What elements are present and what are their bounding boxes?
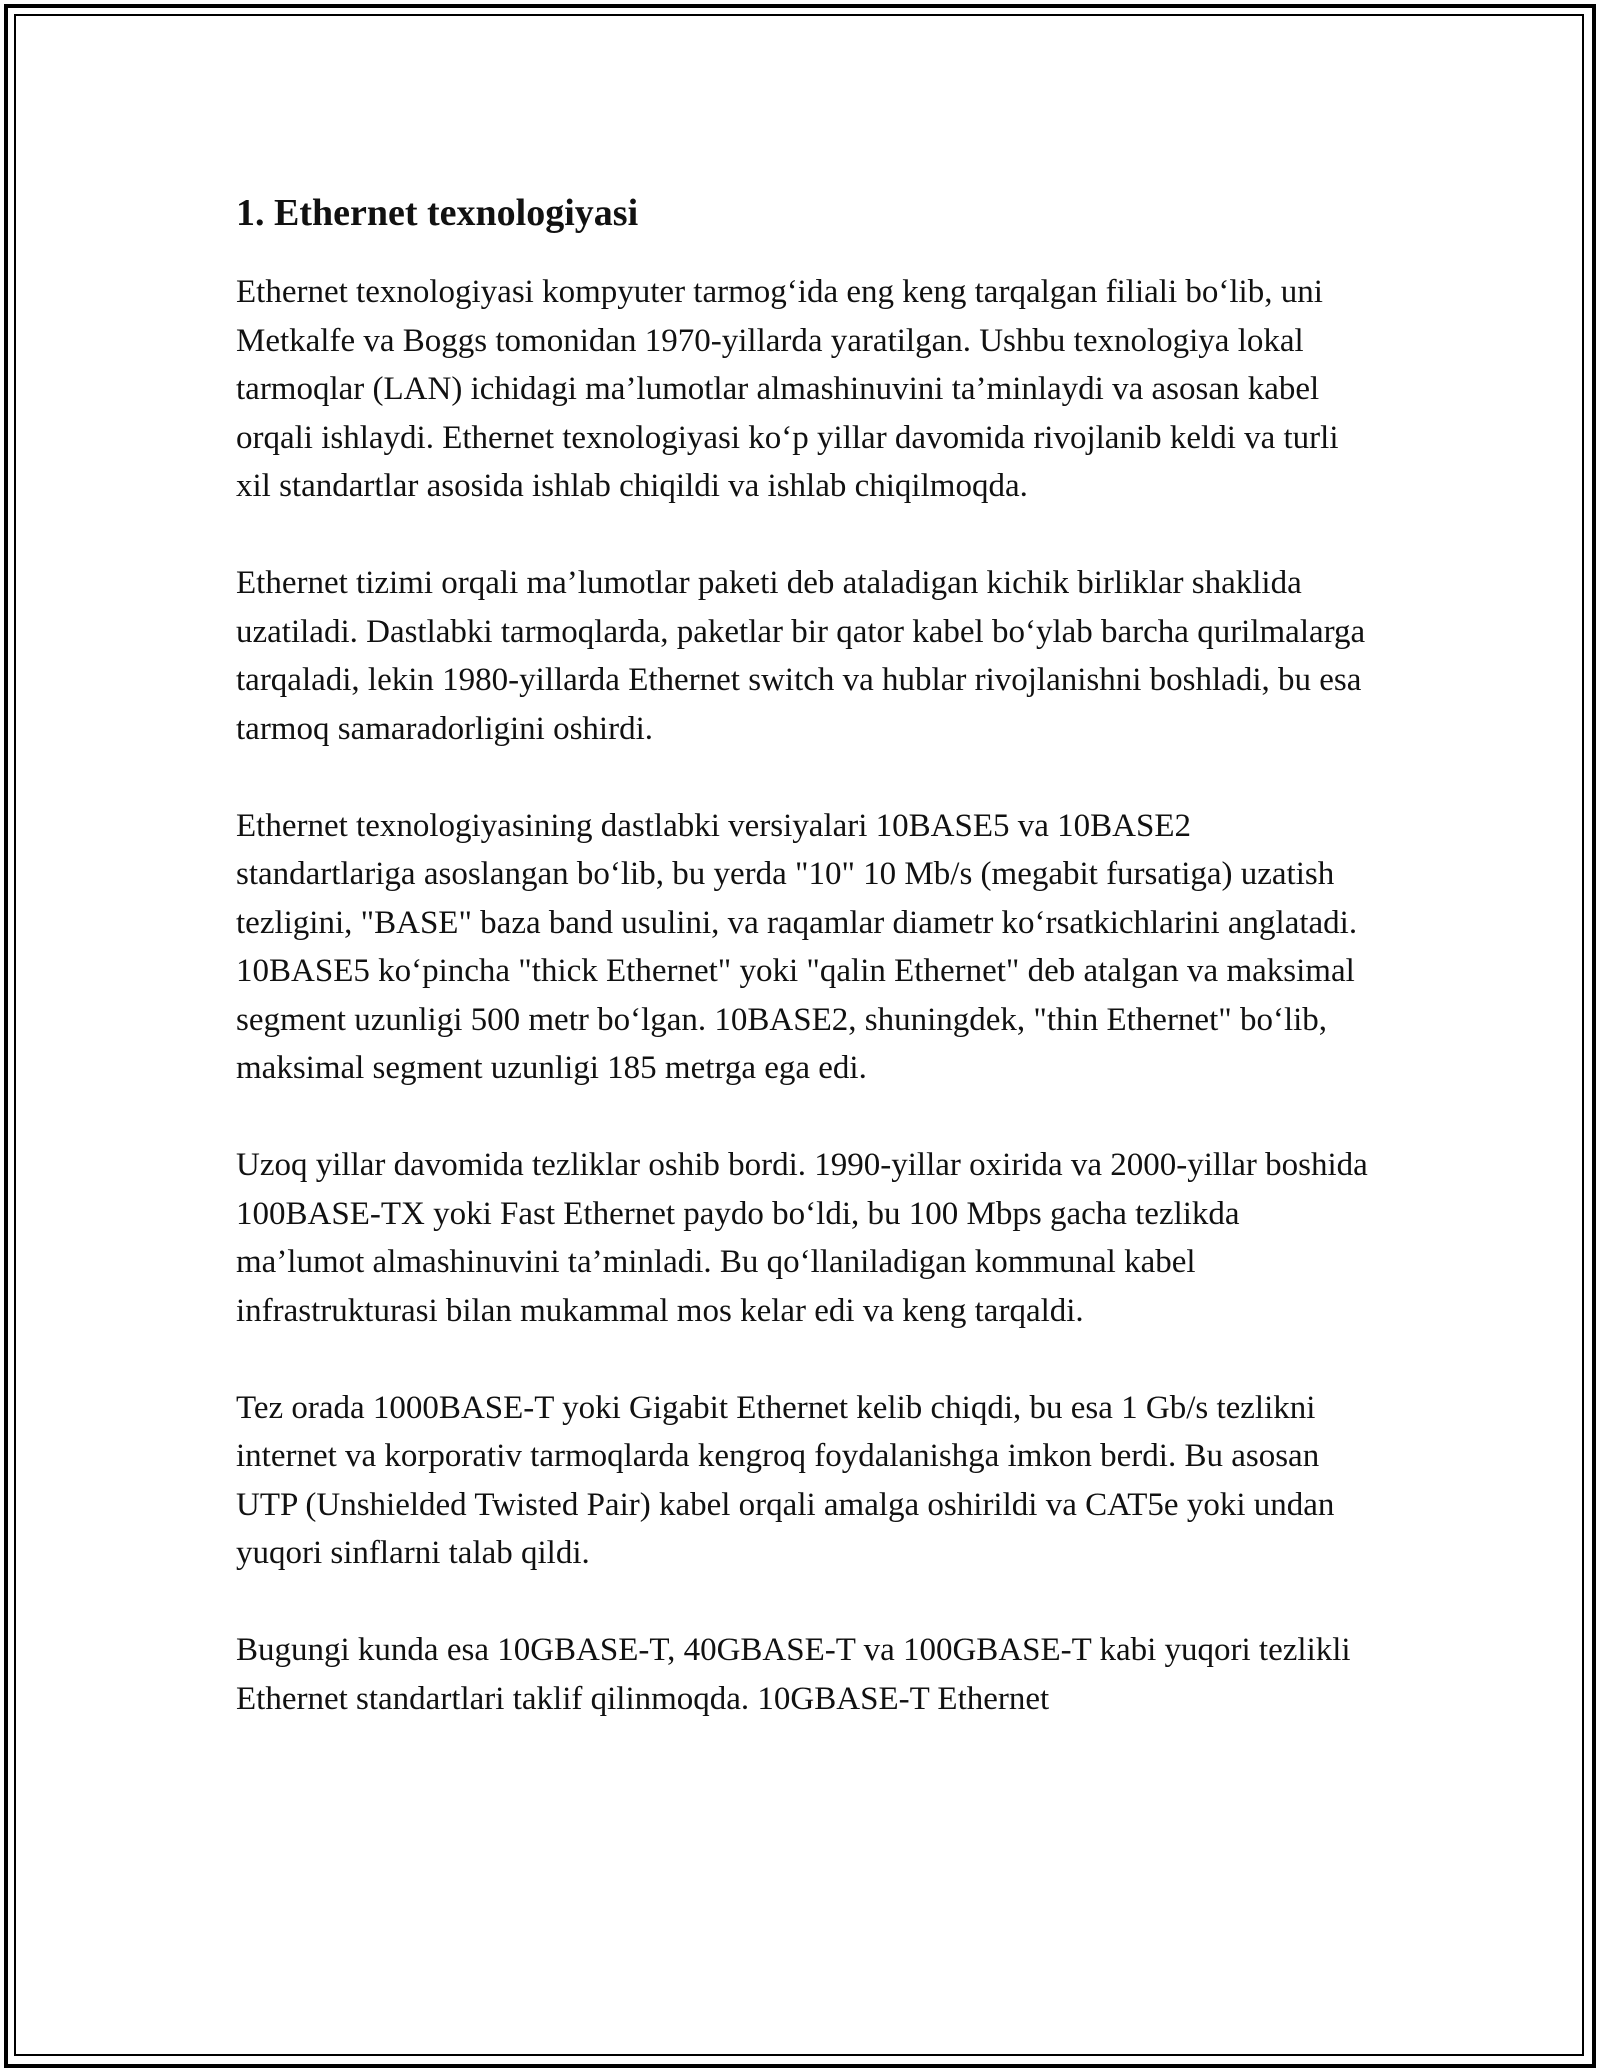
paragraph-1: Ethernet texnologiyasi kompyuter tarmog‘ida eng keng tarqalgan filiali bo‘lib, uni Metkalfe va Boggs tomonidan 1970-yillarda yaratilgan. Ushbu texnologiya lokal tarmoqlar (LAN) ichidagi ma’lumotlar almashinuvini ta’minlaydi va asosan kabel orqali ishlaydi. Ethernet texnologiyasi ko‘p yillar davomida rivojlanib keldi va turli xil standartlar asosida ishlab chiqildi va ishlab chiqilmoqda. — [236, 274, 1339, 504]
document-body — [236, 190, 1376, 1723]
paragraph-6: Bugungi kunda esa 10GBASE-T, 40GBASE-T va 100GBASE-T kabi yuqori tezlikli Ethernet standartlari taklif qilinmoqda. 10GBASE-T Ethernet — [236, 1632, 1351, 1717]
section-heading: 1. Ethernet texnologiyasi — [236, 192, 639, 234]
paragraph-2: Ethernet tizimi orqali ma’lumotlar paketi deb ataladigan kichik birliklar shaklida uzatiladi. Dastlabki tarmoqlarda, paketlar bir qator kabel bo‘ylab barcha qurilmalarga tarqaladi, lekin 1980-yillarda Ethernet switch va hublar rivojlanishni boshladi, bu esa tarmoq samaradorligini oshirdi. — [236, 565, 1366, 747]
paragraph-3: Ethernet texnologiyasining dastlabki versiyalari 10BASE5 va 10BASE2 standartlariga asoslangan bo‘lib, bu yerda "10" 10 Mb/s (megabit fursatiga) uzatish tezligini, "BASE" baza band usulini, va raqamlar diametr ko‘rsatkichlarini anglatadi. 10BASE5 ko‘pincha "thick Ethernet" yoki "qalin Ethernet" deb atalgan va maksimal segment uzunligi 500 metr bo‘lgan. 10BASE2, shuningdek, "thin Ethernet" bo‘lib, maksimal segment uzunligi 185 metrga ega edi. — [236, 807, 1358, 1086]
paragraph-4: Uzoq yillar davomida tezliklar oshib bordi. 1990-yillar oxirida va 2000-yillar boshida 100BASE-TX yoki Fast Ethernet paydo bo‘ldi, bu 100 Mbps gacha tezlikda ma’lumot almashinuvini ta’minladi. Bu qo‘llaniladigan kommunal kabel infrastrukturasi bilan mukammal mos kelar edi va keng tarqaldi. — [236, 1147, 1368, 1329]
paragraph-5: Tez orada 1000BASE-T yoki Gigabit Ethernet kelib chiqdi, bu esa 1 Gb/s tezlikni internet va korporativ tarmoqlarda kengroq foydalanishga imkon berdi. Bu asosan UTP (Unshielded Twisted Pair) kabel orqali amalga oshirildi va CAT5e yoki undan yuqori sinflarni talab qildi. — [236, 1389, 1335, 1571]
